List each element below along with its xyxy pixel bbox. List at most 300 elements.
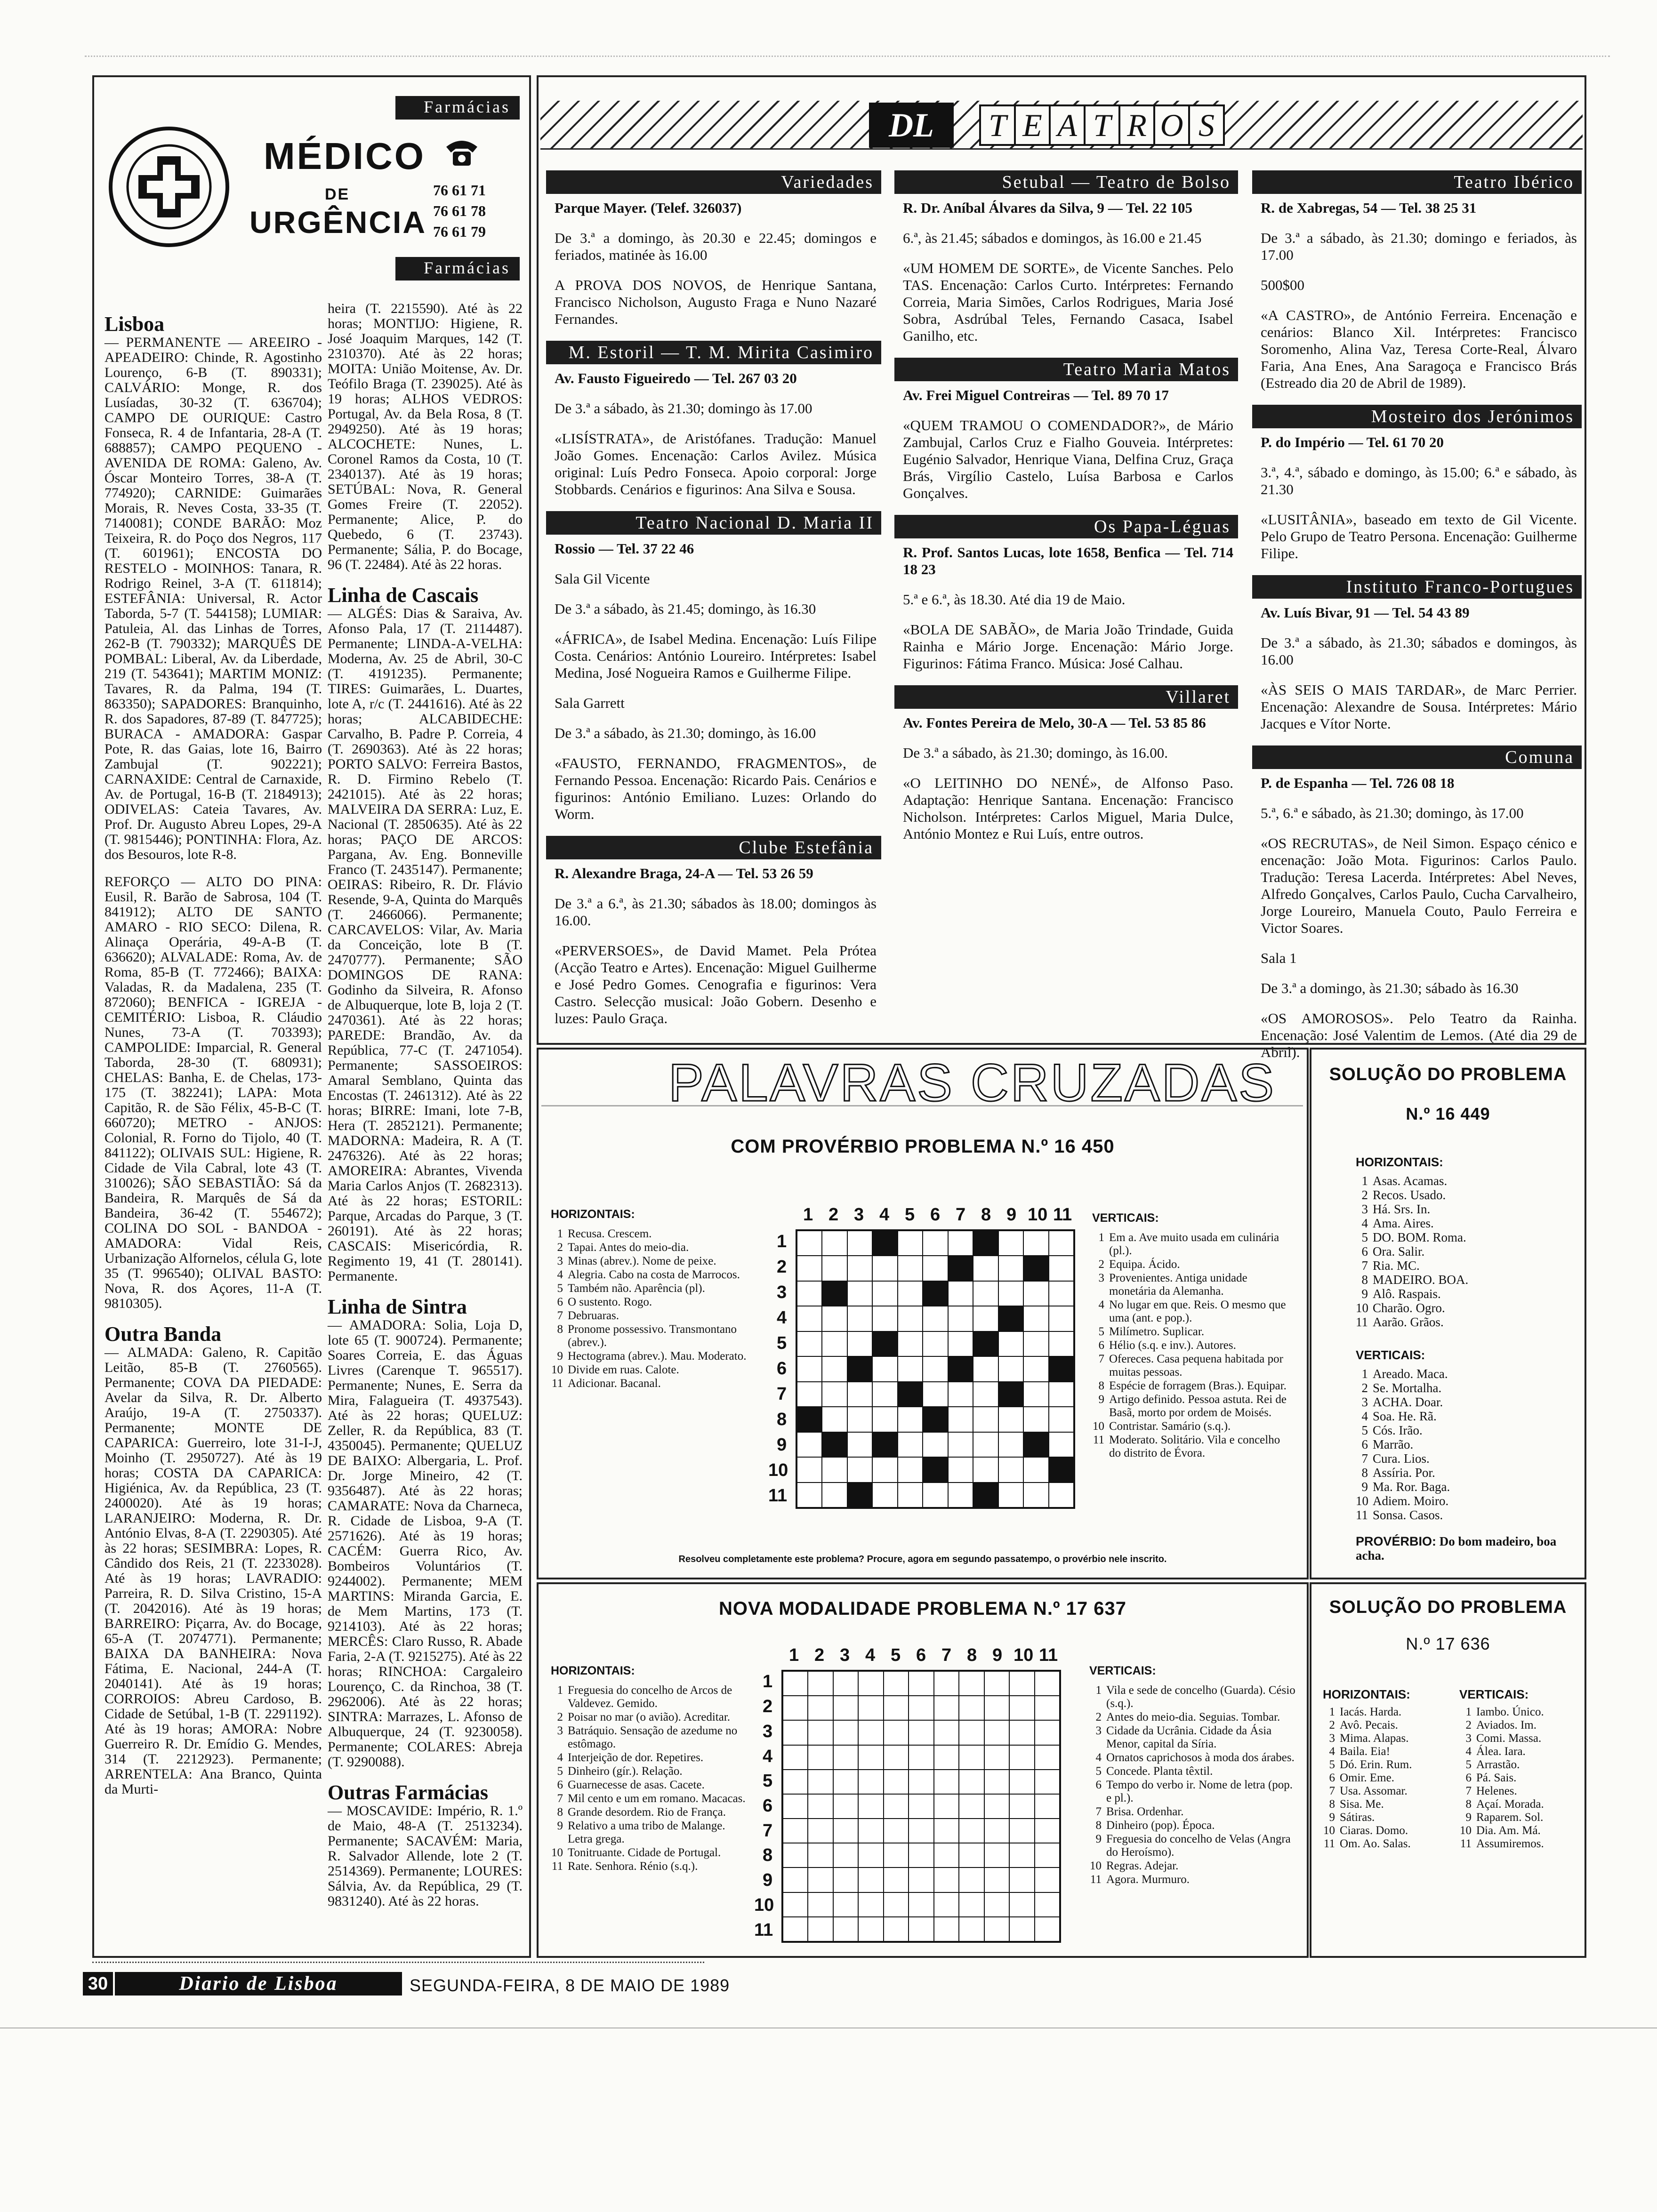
grid-cell[interactable]: [973, 1256, 998, 1281]
newspaper-masthead: Diario de Lisboa: [115, 1972, 402, 1996]
solution-text: Pá. Sais.: [1476, 1771, 1517, 1784]
clue-text: No lugar em que. Reis. O mesmo que uma (ant. e pop.).: [1109, 1298, 1286, 1324]
grid-cell[interactable]: [884, 1843, 909, 1867]
grid-cell[interactable]: [1009, 1819, 1034, 1843]
clue-item: [551, 1296, 748, 1309]
grid-cell[interactable]: [872, 1306, 897, 1331]
grid-cell[interactable]: [1049, 1256, 1074, 1281]
grid-cell[interactable]: [898, 1432, 923, 1457]
grid-cell[interactable]: [884, 1770, 909, 1794]
grid-cell[interactable]: [822, 1356, 847, 1381]
grid-cell[interactable]: [833, 1770, 858, 1794]
grid-cell[interactable]: [808, 1745, 833, 1770]
grid-cell[interactable]: [858, 1917, 883, 1941]
solution-number: 7: [1361, 1258, 1368, 1273]
grid-cell[interactable]: [959, 1720, 984, 1745]
grid-cell[interactable]: [1023, 1457, 1048, 1482]
grid-cell[interactable]: [783, 1917, 808, 1941]
row-number: 6: [777, 1359, 787, 1378]
grid-cell[interactable]: [934, 1867, 959, 1892]
clue-number: 10: [551, 1846, 563, 1859]
solution-text: Ama. Aires.: [1373, 1216, 1434, 1230]
solution-number: 5: [1361, 1230, 1368, 1244]
grid-cell[interactable]: [1009, 1720, 1034, 1745]
grid-cell[interactable]: [948, 1457, 973, 1482]
grid-cell[interactable]: [898, 1256, 923, 1281]
grid-cell[interactable]: [808, 1794, 833, 1819]
theatre-info: Sala Garrett: [555, 695, 625, 711]
crossword2-grid[interactable]: [781, 1670, 1061, 1943]
grid-cell[interactable]: [783, 1745, 808, 1770]
grid-cell[interactable]: [998, 1331, 1023, 1356]
black-square: [822, 1432, 847, 1457]
grid-cell[interactable]: [808, 1867, 833, 1892]
grid-cell[interactable]: [797, 1382, 822, 1407]
grid-cell[interactable]: [998, 1407, 1023, 1432]
grid-cell[interactable]: [833, 1745, 858, 1770]
grid-cell[interactable]: [1023, 1281, 1048, 1306]
grid-cell[interactable]: [1049, 1483, 1074, 1507]
grid-cell[interactable]: [884, 1671, 909, 1696]
grid-cell[interactable]: [998, 1356, 1023, 1381]
grid-cell[interactable]: [797, 1356, 822, 1381]
grid-cell[interactable]: [884, 1917, 909, 1941]
grid-cell[interactable]: [984, 1696, 1009, 1720]
grid-cell[interactable]: [909, 1892, 933, 1917]
grid-cell[interactable]: [858, 1867, 883, 1892]
grid-cell[interactable]: [909, 1720, 933, 1745]
grid-cell[interactable]: [808, 1892, 833, 1917]
grid-cell[interactable]: [1009, 1770, 1034, 1794]
solution-number: 11: [1356, 1315, 1368, 1329]
grid-cell[interactable]: [984, 1745, 1009, 1770]
solution-item: [1356, 1244, 1572, 1258]
grid-cell[interactable]: [872, 1407, 897, 1432]
grid-cell[interactable]: [898, 1407, 923, 1432]
grid-cell[interactable]: [1035, 1892, 1060, 1917]
grid-cell[interactable]: [783, 1867, 808, 1892]
grid-cell[interactable]: [923, 1331, 948, 1356]
grid-cell[interactable]: [847, 1382, 872, 1407]
grid-cell[interactable]: [909, 1770, 933, 1794]
clue-number: 9: [1095, 1833, 1102, 1845]
crossword1-subtitle: COM PROVÉRBIO PROBLEMA N.º 16 450: [731, 1136, 1115, 1157]
solution-text: Om. Ao. Salas.: [1340, 1837, 1411, 1850]
clue-number: 7: [557, 1309, 563, 1322]
grid-cell[interactable]: [847, 1457, 872, 1482]
grid-cell[interactable]: [959, 1794, 984, 1819]
grid-cell[interactable]: [833, 1843, 858, 1867]
grid-cell[interactable]: [1009, 1794, 1034, 1819]
clue-item: [1092, 1272, 1295, 1298]
solution-number: 11: [1356, 1508, 1368, 1522]
grid-cell[interactable]: [984, 1843, 1009, 1867]
row-number: 11: [754, 1920, 773, 1940]
theatre-info: «BOLA DE SABÃO», de Maria João Trindade, Guida Rainha e Mário Jorge. Encenação: Mário Jorge. Figurinos: Fátima Franco. Música: José Calhau.: [903, 621, 1233, 672]
grid-cell[interactable]: [934, 1671, 959, 1696]
grid-cell[interactable]: [923, 1231, 948, 1256]
solution-text: Soa. He. Rã.: [1373, 1409, 1437, 1423]
grid-cell[interactable]: [833, 1696, 858, 1720]
grid-cell[interactable]: [1049, 1432, 1074, 1457]
solution-text: Açaí. Morada.: [1476, 1798, 1544, 1811]
grid-cell[interactable]: [984, 1794, 1009, 1819]
crossword1-grid[interactable]: [796, 1229, 1075, 1509]
grid-cell[interactable]: [1049, 1281, 1074, 1306]
grid-cell[interactable]: [808, 1917, 833, 1941]
theatre-info: «QUEM TRAMOU O COMENDADOR?», de Mário Zambujal, Carlos Cruz e Fialho Gouveia. Intérpretes: Eugénio Salvador, Henrique Viana, Delfina Cruz, Graça Brás, Virgílio Castelo, Luísa Barbosa e Carlos Gonçalves.: [903, 417, 1233, 501]
grid-cell[interactable]: [934, 1892, 959, 1917]
grid-cell[interactable]: [847, 1432, 872, 1457]
grid-cell[interactable]: [872, 1483, 897, 1507]
grid-cell[interactable]: [934, 1794, 959, 1819]
grid-cell[interactable]: [858, 1819, 883, 1843]
grid-cell[interactable]: [1009, 1671, 1034, 1696]
clue-text: Espécie de forragem (Bras.). Equipar.: [1109, 1379, 1287, 1392]
solution-number: 4: [1361, 1409, 1368, 1423]
grid-cell[interactable]: [884, 1720, 909, 1745]
row-number: 4: [763, 1746, 773, 1766]
grid-cell[interactable]: [1035, 1843, 1060, 1867]
solution-number: 1: [1361, 1174, 1368, 1188]
grid-cell[interactable]: [872, 1256, 897, 1281]
grid-cell[interactable]: [984, 1671, 1009, 1696]
grid-cell[interactable]: [1009, 1696, 1034, 1720]
grid-cell[interactable]: [1049, 1382, 1074, 1407]
theatre-info: De 3.ª a sábado, às 21.45; domingo, às 16.30: [555, 601, 816, 617]
grid-cell[interactable]: [998, 1281, 1023, 1306]
solution-number: 5: [1361, 1423, 1368, 1437]
grid-cell[interactable]: [1023, 1382, 1048, 1407]
grid-cell[interactable]: [959, 1696, 984, 1720]
grid-cell[interactable]: [934, 1720, 959, 1745]
column-number: 9: [1006, 1205, 1017, 1225]
grid-cell[interactable]: [1009, 1745, 1034, 1770]
grid-cell[interactable]: [934, 1819, 959, 1843]
grid-cell[interactable]: [797, 1483, 822, 1507]
clue-number: 4: [557, 1268, 563, 1281]
grid-cell[interactable]: [1035, 1917, 1060, 1941]
grid-cell[interactable]: [959, 1867, 984, 1892]
grid-cell[interactable]: [808, 1696, 833, 1720]
grid-cell[interactable]: [959, 1819, 984, 1843]
grid-cell[interactable]: [1035, 1770, 1060, 1794]
grid-cell[interactable]: [783, 1720, 808, 1745]
grid-cell[interactable]: [884, 1892, 909, 1917]
grid-cell[interactable]: [872, 1382, 897, 1407]
clue-text: Batráquio. Sensação de azedume no estômago.: [568, 1724, 738, 1750]
clue-text: Vila e sede de concelho (Guarda). Césio (s.q.).: [1106, 1684, 1295, 1710]
grid-cell[interactable]: [984, 1819, 1009, 1843]
solution-text: Ria. MC.: [1373, 1258, 1420, 1273]
grid-cell[interactable]: [783, 1770, 808, 1794]
grid-cell[interactable]: [984, 1917, 1009, 1941]
grid-cell[interactable]: [898, 1231, 923, 1256]
grid-cell[interactable]: [898, 1483, 923, 1507]
grid-cell[interactable]: [898, 1281, 923, 1306]
grid-cell[interactable]: [833, 1819, 858, 1843]
grid-cell[interactable]: [934, 1745, 959, 1770]
grid-cell[interactable]: [1049, 1306, 1074, 1331]
grid-cell[interactable]: [959, 1745, 984, 1770]
grid-cell[interactable]: [872, 1457, 897, 1482]
grid-cell[interactable]: [1035, 1671, 1060, 1696]
solution-item: [1323, 1785, 1455, 1798]
solution-item: [1356, 1466, 1572, 1480]
grid-cell[interactable]: [909, 1819, 933, 1843]
grid-cell[interactable]: [1049, 1407, 1074, 1432]
grid-cell[interactable]: [797, 1231, 822, 1256]
clue-text: Equipa. Ácido.: [1109, 1258, 1180, 1271]
grid-cell[interactable]: [797, 1306, 822, 1331]
clue-heading: HORIZONTAIS:: [551, 1208, 635, 1221]
solution-item: [1356, 1174, 1572, 1188]
theatre-info: «UM HOMEM DE SORTE», de Vicente Sanches. Pelo TAS. Encenação: Carlos Curto. Intérpretes: Fernando Correia, Maria Simões, Carlos Rodrigues, Maria José Sobra, Asdrúbal Teles, Fernando Casaca, Isabel Ganilho, etc.: [903, 260, 1233, 344]
theatre-entry: [546, 194, 881, 328]
grid-cell[interactable]: [858, 1843, 883, 1867]
solution-item: [1459, 1798, 1582, 1811]
grid-cell[interactable]: [1009, 1917, 1034, 1941]
grid-cell[interactable]: [998, 1231, 1023, 1256]
grid-cell[interactable]: [822, 1483, 847, 1507]
grid-cell[interactable]: [858, 1794, 883, 1819]
grid-cell[interactable]: [998, 1432, 1023, 1457]
grid-cell[interactable]: [898, 1457, 923, 1482]
grid-cell[interactable]: [884, 1819, 909, 1843]
grid-cell[interactable]: [948, 1306, 973, 1331]
grid-cell[interactable]: [808, 1770, 833, 1794]
grid-cell[interactable]: [973, 1281, 998, 1306]
grid-cell[interactable]: [934, 1843, 959, 1867]
grid-cell[interactable]: [984, 1720, 1009, 1745]
clue-item: [551, 1377, 748, 1390]
grid-cell[interactable]: [858, 1720, 883, 1745]
grid-cell[interactable]: [973, 1356, 998, 1381]
column-number: 4: [865, 1645, 876, 1665]
grid-cell[interactable]: [797, 1432, 822, 1457]
grid-cell[interactable]: [998, 1256, 1023, 1281]
grid-cell[interactable]: [797, 1331, 822, 1356]
grid-cell[interactable]: [1023, 1356, 1048, 1381]
solution-number: 5: [1329, 1758, 1335, 1771]
grid-cell[interactable]: [1023, 1231, 1048, 1256]
theatre-info: «LUSITÂNIA», baseado em texto de Gil Vicente. Pelo Grupo de Teatro Persona. Encenação: Guilherme Filipe.: [1261, 511, 1577, 561]
grid-cell[interactable]: [833, 1794, 858, 1819]
medico-label: MÉDICO: [264, 135, 426, 177]
solution-item: [1459, 1758, 1582, 1771]
grid-cell[interactable]: [923, 1256, 948, 1281]
grid-cell[interactable]: [1035, 1867, 1060, 1892]
solution-item: [1459, 1811, 1582, 1824]
grid-cell[interactable]: [1035, 1819, 1060, 1843]
grid-cell[interactable]: [833, 1671, 858, 1696]
grid-cell[interactable]: [948, 1432, 973, 1457]
grid-cell[interactable]: [872, 1356, 897, 1381]
grid-cell[interactable]: [822, 1306, 847, 1331]
grid-cell[interactable]: [884, 1794, 909, 1819]
solution-number: 7: [1361, 1451, 1368, 1466]
grid-cell[interactable]: [858, 1892, 883, 1917]
grid-cell[interactable]: [948, 1331, 973, 1356]
grid-cell[interactable]: [783, 1892, 808, 1917]
grid-cell[interactable]: [909, 1867, 933, 1892]
grid-cell[interactable]: [948, 1281, 973, 1306]
black-square: [872, 1331, 897, 1356]
grid-cell[interactable]: [797, 1457, 822, 1482]
grid-cell[interactable]: [959, 1843, 984, 1867]
grid-cell[interactable]: [959, 1892, 984, 1917]
grid-cell[interactable]: [1023, 1483, 1048, 1507]
clue-text: Hélio (s.q. e inv.). Autores.: [1109, 1339, 1236, 1352]
grid-cell[interactable]: [822, 1382, 847, 1407]
clue-text: Ofereces. Casa pequena habitada por muitas pessoas.: [1109, 1353, 1283, 1378]
grid-cell[interactable]: [948, 1483, 973, 1507]
grid-cell[interactable]: [858, 1745, 883, 1770]
grid-cell[interactable]: [1035, 1794, 1060, 1819]
top-dotted-rule: [85, 56, 1610, 57]
theatre-entry: [894, 194, 1238, 345]
grid-cell[interactable]: [909, 1745, 933, 1770]
grid-cell[interactable]: [847, 1281, 872, 1306]
grid-cell[interactable]: [783, 1843, 808, 1867]
clue-heading: HORIZONTAIS:: [551, 1664, 635, 1677]
grid-cell[interactable]: [858, 1671, 883, 1696]
grid-cell[interactable]: [1049, 1231, 1074, 1256]
grid-cell[interactable]: [833, 1720, 858, 1745]
grid-cell[interactable]: [797, 1281, 822, 1306]
clue-number: 3: [557, 1255, 563, 1267]
grid-cell[interactable]: [847, 1331, 872, 1356]
grid-cell[interactable]: [1023, 1407, 1048, 1432]
phone-number-2: 76 61 78: [433, 202, 486, 219]
grid-cell[interactable]: [783, 1819, 808, 1843]
grid-cell[interactable]: [973, 1432, 998, 1457]
column-number: 11: [1053, 1205, 1072, 1225]
grid-cell[interactable]: [1023, 1331, 1048, 1356]
theatre-info: «A CASTRO», de António Ferreira. Encenação e cenários: Blanco Xil. Intérpretes: Francisco Soromenho, Alina Vaz, Teresa Corte-Real, Álvaro Faria, Ana Enes, Ana Saragoça e Francisco Brás (Estreado dia 20 de Abril de 1989).: [1261, 307, 1577, 391]
dl-logo: DL: [889, 106, 934, 144]
grid-cell[interactable]: [923, 1432, 948, 1457]
grid-cell[interactable]: [998, 1483, 1023, 1507]
solution-number: 10: [1460, 1824, 1472, 1837]
grid-cell[interactable]: [783, 1671, 808, 1696]
row-number: 10: [754, 1895, 774, 1915]
grid-cell[interactable]: [973, 1457, 998, 1482]
grid-cell[interactable]: [822, 1331, 847, 1356]
grid-cell[interactable]: [909, 1696, 933, 1720]
grid-cell[interactable]: [833, 1867, 858, 1892]
theatre-banner: Comuna: [1252, 745, 1582, 769]
grid-cell[interactable]: [973, 1407, 998, 1432]
grid-cell[interactable]: [1049, 1331, 1074, 1356]
grid-cell[interactable]: [808, 1720, 833, 1745]
grid-cell[interactable]: [898, 1306, 923, 1331]
grid-cell[interactable]: [858, 1770, 883, 1794]
grid-cell[interactable]: [959, 1770, 984, 1794]
grid-cell[interactable]: [822, 1457, 847, 1482]
grid-cell[interactable]: [998, 1457, 1023, 1482]
grid-cell[interactable]: [1035, 1696, 1060, 1720]
grid-cell[interactable]: [909, 1917, 933, 1941]
grid-cell[interactable]: [833, 1892, 858, 1917]
grid-cell[interactable]: [822, 1256, 847, 1281]
grid-cell[interactable]: [898, 1356, 923, 1381]
issue-date: SEGUNDA-FEIRA, 8 DE MAIO DE 1989: [410, 1976, 730, 1995]
grid-cell[interactable]: [959, 1917, 984, 1941]
grid-cell[interactable]: [1035, 1745, 1060, 1770]
grid-cell[interactable]: [934, 1770, 959, 1794]
grid-cell[interactable]: [808, 1843, 833, 1867]
grid-cell[interactable]: [1009, 1843, 1034, 1867]
grid-cell[interactable]: [948, 1231, 973, 1256]
grid-cell[interactable]: [783, 1794, 808, 1819]
grid-cell[interactable]: [984, 1770, 1009, 1794]
grid-cell[interactable]: [808, 1671, 833, 1696]
grid-cell[interactable]: [973, 1382, 998, 1407]
grid-cell[interactable]: [822, 1407, 847, 1432]
grid-cell[interactable]: [1009, 1892, 1034, 1917]
teatros-title: [979, 104, 1223, 146]
pharmacy-listing: heira (T. 2215590). Até às 22 horas; MONTIJO: Higiene, R. José Joaquim Marques, 142 (T. 2310370). Até às 22 horas; MOITA: União Moitense, Av. Dr. Teófilo Braga (T. 239025). Até às 19 horas; ALHOS VEDROS: Portugal, Av. da Bela Rosa, 8 (T. 2949250). Até às 19 horas; ALCOCHETE: Nunes, L. Coronel Ramos da Costa, 10 (T. 2340137). Até às 19 horas; SETÚBAL: Nova, R. General Gomes Freire (T. 22052). Permanente; Alice, P. do Quebedo, 6 (T. 23743). Permanente; Sália, P. do Bocage, 96 (T. 22484). Até às 22 horas.: [328, 301, 523, 572]
grid-cell[interactable]: [1009, 1867, 1034, 1892]
grid-cell[interactable]: [984, 1867, 1009, 1892]
grid-cell[interactable]: [884, 1745, 909, 1770]
grid-cell[interactable]: [847, 1306, 872, 1331]
grid-cell[interactable]: [973, 1306, 998, 1331]
grid-cell[interactable]: [872, 1281, 897, 1306]
grid-cell[interactable]: [808, 1819, 833, 1843]
grid-cell[interactable]: [923, 1356, 948, 1381]
grid-cell[interactable]: [923, 1306, 948, 1331]
grid-cell[interactable]: [909, 1843, 933, 1867]
grid-cell[interactable]: [934, 1917, 959, 1941]
grid-cell[interactable]: [783, 1696, 808, 1720]
grid-cell[interactable]: [858, 1696, 883, 1720]
grid-cell[interactable]: [923, 1382, 948, 1407]
clue-text: Dinheiro (gír.). Relação.: [568, 1765, 683, 1778]
grid-cell[interactable]: [1023, 1306, 1048, 1331]
grid-cell[interactable]: [833, 1917, 858, 1941]
theatre-entry: [1252, 194, 1582, 392]
grid-cell[interactable]: [898, 1331, 923, 1356]
grid-cell[interactable]: [822, 1231, 847, 1256]
grid-cell[interactable]: [959, 1671, 984, 1696]
grid-cell[interactable]: [797, 1256, 822, 1281]
grid-cell[interactable]: [909, 1671, 933, 1696]
grid-cell[interactable]: [1035, 1720, 1060, 1745]
column-number: 5: [905, 1205, 915, 1225]
grid-cell[interactable]: [847, 1256, 872, 1281]
grid-cell[interactable]: [909, 1794, 933, 1819]
grid-cell[interactable]: [948, 1407, 973, 1432]
theatre-info: A PROVA DOS NOVOS, de Henrique Santana, Francisco Nicholson, Augusto Fraga e Nuno Nazaré Fernandes.: [555, 277, 877, 327]
crossword-title-rule: [541, 1105, 1303, 1106]
solution-text: Iambo. Único.: [1476, 1706, 1544, 1718]
grid-cell[interactable]: [934, 1696, 959, 1720]
solution-number: 6: [1329, 1771, 1335, 1784]
grid-cell[interactable]: [847, 1231, 872, 1256]
solution-number: 1: [1329, 1706, 1335, 1718]
crossword2-vertical-clues: [1089, 1664, 1299, 1887]
grid-cell[interactable]: [884, 1867, 909, 1892]
grid-cell[interactable]: [984, 1892, 1009, 1917]
clue-item: [551, 1350, 748, 1363]
grid-cell[interactable]: [923, 1483, 948, 1507]
grid-cell[interactable]: [948, 1382, 973, 1407]
grid-cell[interactable]: [847, 1407, 872, 1432]
clue-number: 7: [1098, 1353, 1104, 1365]
grid-cell[interactable]: [884, 1696, 909, 1720]
